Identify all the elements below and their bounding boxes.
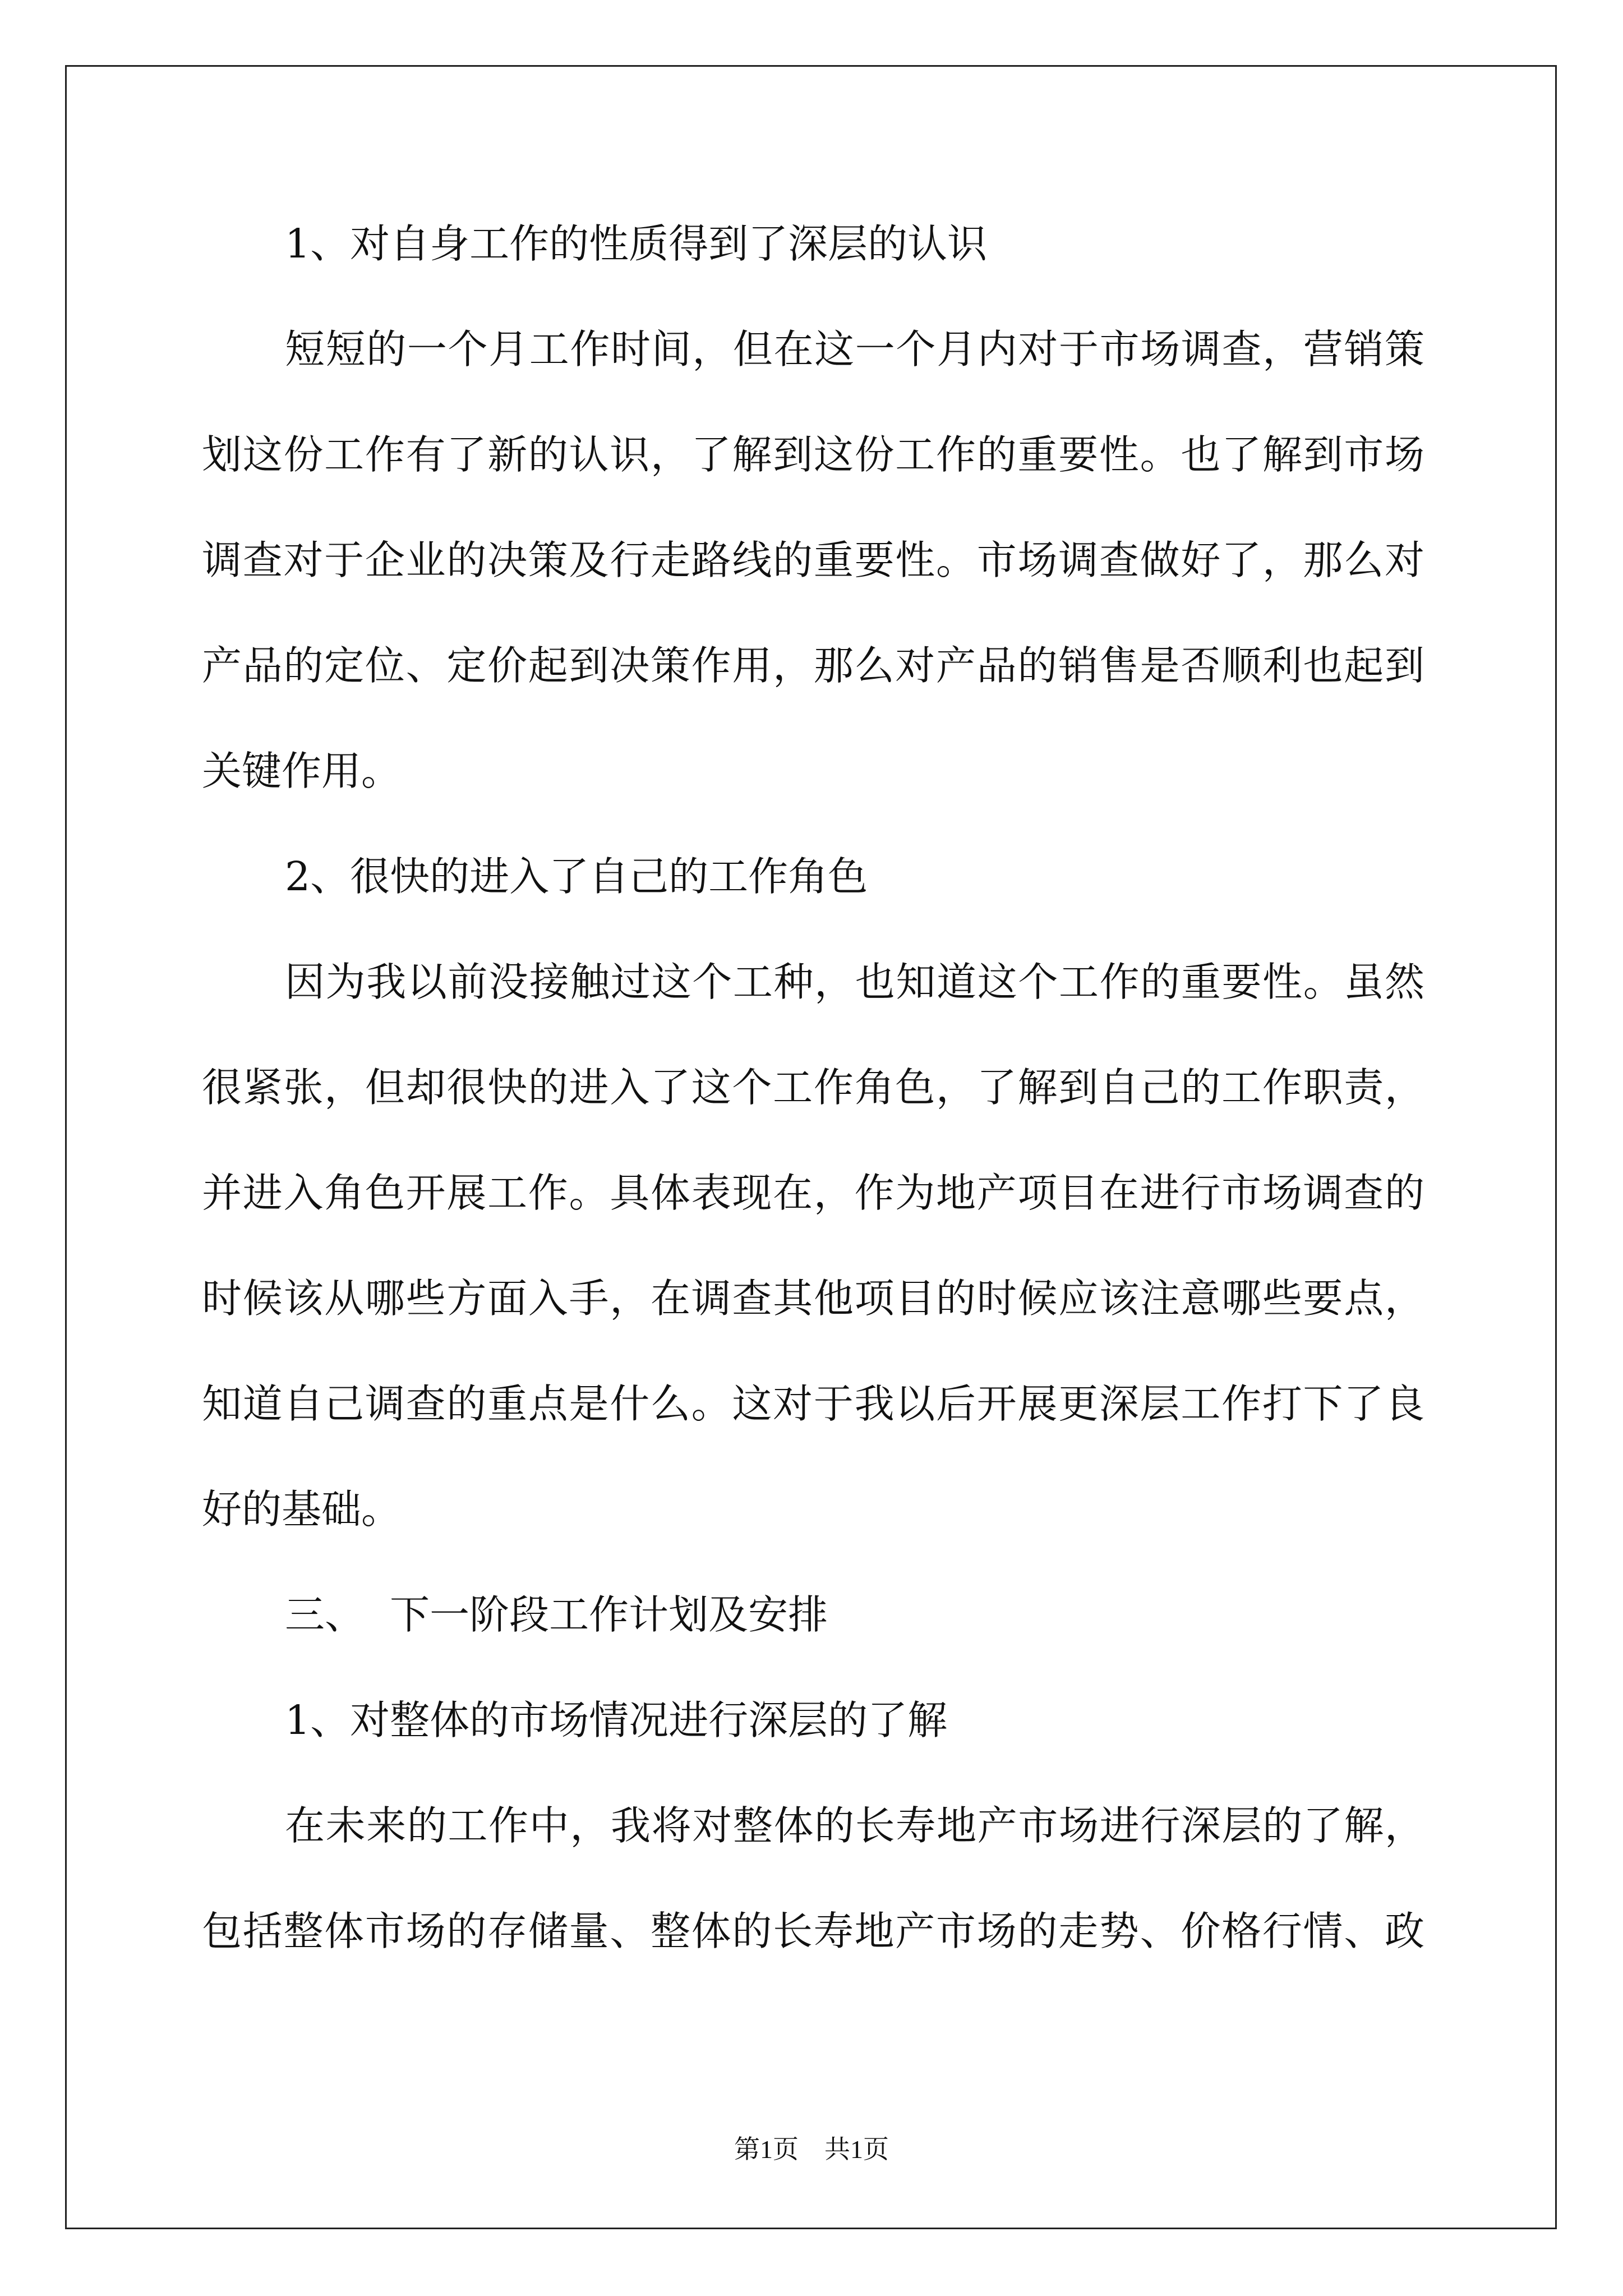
- paragraph-line: 产品的定位、定价起到决策作用，那么对产品的销售是否顺利也起到: [202, 642, 1424, 689]
- paragraph-line: 划这份工作有了新的认识，了解到这份工作的重要性。也了解到市场: [202, 431, 1424, 478]
- document-body: [202, 213, 1424, 2006]
- paragraph-line: 调查对于企业的决策及行走路线的重要性。市场调查做好了，那么对: [202, 537, 1424, 583]
- paragraph-line: 因为我以前没接触过这个工种，也知道这个工作的重要性。虽然: [285, 959, 1424, 1005]
- paragraph-line: 好的基础。: [202, 1486, 402, 1533]
- paragraph-line: 时候该从哪些方面入手，在调查其他项目的时候应该注意哪些要点，: [202, 1275, 1424, 1322]
- paragraph-line: 很紧张，但却很快的进入了这个工作角色，了解到自己的工作职责，: [202, 1064, 1424, 1111]
- paragraph-line: 包括整体市场的存储量、整体的长寿地产市场的走势、价格行情、政: [202, 1908, 1424, 1954]
- page-total: 共1页: [824, 2135, 889, 2164]
- paragraph-line: 知道自己调查的重点是什么。这对于我以后开展更深层工作打下了良: [202, 1381, 1424, 1427]
- page-footer: [0, 2129, 1623, 2166]
- section-heading-3: 三、 下一阶段工作计划及安排: [285, 1591, 828, 1638]
- paragraph-line: 并进入角色开展工作。具体表现在，作为地产项目在进行市场调查的: [202, 1170, 1424, 1216]
- paragraph-line: 短短的一个月工作时间，但在这一个月内对于市场调查，营销策: [285, 326, 1424, 372]
- section-heading-4: 1、对整体的市场情况进行深层的了解: [285, 1697, 948, 1743]
- page-number: 第1页: [734, 2135, 799, 2164]
- paragraph-line: 在未来的工作中，我将对整体的长寿地产市场进行深层的了解，: [285, 1802, 1424, 1849]
- section-heading-2: 2、很快的进入了自己的工作角色: [285, 853, 868, 900]
- paragraph-line: 关键作用。: [202, 748, 402, 794]
- section-heading-1: 1、对自身工作的性质得到了深层的认识: [285, 220, 988, 267]
